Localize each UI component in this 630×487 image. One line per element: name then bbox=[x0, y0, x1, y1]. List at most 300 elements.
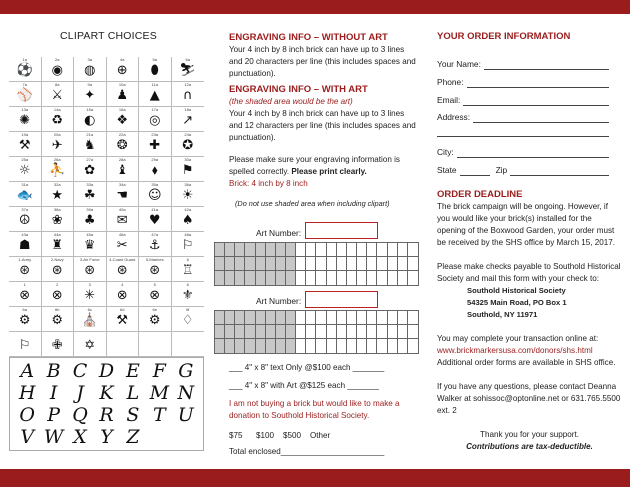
email-line[interactable] bbox=[463, 97, 609, 106]
brick-char-cell[interactable] bbox=[337, 311, 347, 325]
brick-char-cell[interactable] bbox=[215, 311, 225, 325]
alphabet-letter[interactable]: J bbox=[76, 382, 84, 404]
brick-char-cell[interactable] bbox=[347, 271, 357, 285]
clipart-cell[interactable] bbox=[139, 307, 172, 332]
brick-layout-grid-1[interactable] bbox=[214, 242, 419, 286]
clipart-cell[interactable] bbox=[74, 132, 107, 157]
address-line-org: Southold Historical Society bbox=[467, 286, 566, 295]
brick-char-cell[interactable] bbox=[306, 257, 316, 271]
clipart-cell[interactable] bbox=[107, 82, 140, 107]
clipart-icon: ☚ bbox=[116, 188, 129, 203]
clipart-number: 5-Marines bbox=[145, 257, 164, 262]
brick-char-cell[interactable] bbox=[215, 325, 225, 339]
brick-char-cell[interactable] bbox=[306, 243, 316, 257]
clipart-number: 44a bbox=[53, 232, 61, 237]
brick-char-cell[interactable] bbox=[256, 271, 266, 285]
brick-char-cell[interactable] bbox=[296, 325, 306, 339]
brick-char-cell[interactable] bbox=[388, 243, 398, 257]
brick-char-cell[interactable] bbox=[388, 311, 398, 325]
brick-char-cell[interactable] bbox=[235, 243, 245, 257]
clipart-cell[interactable] bbox=[107, 182, 140, 207]
online-url-link[interactable]: www.brickmarkersusa.com/donors/shs.html bbox=[437, 346, 593, 355]
clipart-icon: ⚓ bbox=[148, 238, 161, 253]
clipart-number: 16a bbox=[118, 107, 126, 112]
clipart-icon: ◍ bbox=[84, 63, 96, 78]
clipart-cell[interactable] bbox=[42, 57, 75, 82]
clipart-icon: ⚙ bbox=[148, 313, 161, 328]
brick-char-cell[interactable] bbox=[357, 311, 367, 325]
clipart-cell[interactable] bbox=[74, 157, 107, 182]
brick-char-cell[interactable] bbox=[286, 243, 296, 257]
clipart-cell[interactable] bbox=[74, 257, 107, 282]
clipart-cell[interactable] bbox=[139, 182, 172, 207]
clipart-cell[interactable] bbox=[74, 107, 107, 132]
brick-char-cell[interactable] bbox=[296, 243, 306, 257]
brick-char-cell[interactable] bbox=[256, 325, 266, 339]
brick-char-cell[interactable] bbox=[266, 325, 276, 339]
alphabet-letter[interactable]: C bbox=[72, 360, 88, 382]
clipart-icon: ♜ bbox=[51, 238, 64, 253]
alphabet-letter[interactable]: S bbox=[126, 404, 140, 426]
clipart-icon: ⬧ bbox=[151, 163, 158, 178]
brick-char-cell[interactable] bbox=[327, 311, 337, 325]
alphabet-letter[interactable]: B bbox=[46, 360, 61, 382]
clipart-cell[interactable] bbox=[172, 107, 205, 132]
brick-char-cell[interactable] bbox=[408, 325, 418, 339]
clipart-cell[interactable] bbox=[139, 232, 172, 257]
clipart-cell[interactable] bbox=[9, 57, 42, 82]
clipart-cell[interactable] bbox=[139, 132, 172, 157]
brick-char-cell[interactable] bbox=[256, 257, 266, 271]
clipart-cell[interactable] bbox=[42, 82, 75, 107]
alphabet-letter[interactable]: F bbox=[152, 360, 166, 382]
brick-char-cell[interactable] bbox=[306, 311, 316, 325]
clipart-cell[interactable] bbox=[139, 157, 172, 182]
clipart-number: 37a bbox=[21, 207, 29, 212]
brick-char-cell[interactable] bbox=[296, 311, 306, 325]
alphabet-letter[interactable]: V bbox=[20, 426, 35, 448]
state-zip-field[interactable] bbox=[437, 164, 609, 176]
brick-char-cell[interactable] bbox=[357, 271, 367, 285]
brick-layout-grid-2[interactable] bbox=[214, 310, 419, 354]
clipart-number: 39a bbox=[86, 207, 94, 212]
clipart-cell[interactable] bbox=[74, 332, 107, 357]
clipart-cell[interactable] bbox=[139, 82, 172, 107]
brick-char-cell[interactable] bbox=[245, 257, 255, 271]
brick-char-cell[interactable] bbox=[388, 339, 398, 353]
brick-char-cell[interactable] bbox=[408, 271, 418, 285]
brick-char-cell[interactable] bbox=[276, 325, 286, 339]
brick-char-cell[interactable] bbox=[316, 339, 326, 353]
clipart-icon: ⚐ bbox=[18, 338, 31, 353]
alphabet-letter[interactable]: X bbox=[73, 426, 87, 448]
clipart-cell[interactable] bbox=[139, 332, 172, 357]
clipart-number: 27a bbox=[86, 157, 94, 162]
brick-char-cell[interactable] bbox=[296, 339, 306, 353]
brick-char-cell[interactable] bbox=[316, 243, 326, 257]
brick-char-cell[interactable] bbox=[408, 257, 418, 271]
brick-char-cell[interactable] bbox=[367, 311, 377, 325]
brick-char-cell[interactable] bbox=[316, 257, 326, 271]
brick-char-cell[interactable] bbox=[225, 257, 235, 271]
alphabet-letter[interactable]: O bbox=[19, 404, 35, 426]
clipart-icon: ★ bbox=[51, 188, 64, 203]
clipart-number: 33a bbox=[86, 182, 94, 187]
brick-char-cell[interactable] bbox=[337, 325, 347, 339]
brick-char-cell[interactable] bbox=[316, 325, 326, 339]
brick-char-cell[interactable] bbox=[266, 339, 276, 353]
brick-char-cell[interactable] bbox=[337, 257, 347, 271]
total-enclosed[interactable]: Total enclosed_______________________ bbox=[229, 447, 385, 456]
clipart-number: 6a bbox=[185, 57, 190, 62]
brick-char-cell[interactable] bbox=[377, 257, 387, 271]
brick-char-cell[interactable] bbox=[245, 325, 255, 339]
art-number-field-2[interactable] bbox=[305, 291, 378, 308]
phone-field[interactable] bbox=[437, 76, 609, 88]
name-line[interactable] bbox=[484, 61, 609, 70]
brick-char-cell[interactable] bbox=[377, 325, 387, 339]
clipart-cell[interactable] bbox=[172, 207, 205, 232]
clipart-cell[interactable] bbox=[107, 132, 140, 157]
brick-char-cell[interactable] bbox=[256, 243, 266, 257]
brick-char-cell[interactable] bbox=[398, 311, 408, 325]
clipart-cell[interactable] bbox=[107, 57, 140, 82]
address-line[interactable] bbox=[473, 114, 609, 123]
clipart-cell[interactable] bbox=[139, 57, 172, 82]
bottom-banner-bar bbox=[0, 469, 630, 487]
name-field[interactable] bbox=[437, 58, 609, 70]
brick-char-cell[interactable] bbox=[367, 257, 377, 271]
brick-char-cell[interactable] bbox=[327, 243, 337, 257]
alphabet-letter[interactable]: U bbox=[177, 404, 194, 426]
clipart-icon: ☗ bbox=[18, 238, 31, 253]
brick-char-cell[interactable] bbox=[398, 339, 408, 353]
clipart-icon: ♞ bbox=[83, 138, 96, 153]
brick-char-cell[interactable] bbox=[276, 339, 286, 353]
brick-char-cell[interactable] bbox=[357, 325, 367, 339]
brick-char-cell[interactable] bbox=[347, 311, 357, 325]
clipart-cell[interactable] bbox=[172, 307, 205, 332]
alphabet-letter[interactable]: I bbox=[49, 382, 58, 404]
clipart-icon: ✦ bbox=[84, 88, 96, 103]
clipart-cell[interactable] bbox=[42, 132, 75, 157]
clipart-title: CLIPART CHOICES bbox=[60, 30, 157, 42]
brick-char-cell[interactable] bbox=[327, 257, 337, 271]
brick-char-cell[interactable] bbox=[286, 271, 296, 285]
brick-char-cell[interactable] bbox=[256, 339, 266, 353]
clipart-cell[interactable] bbox=[172, 132, 205, 157]
clipart-number: 19a bbox=[21, 132, 29, 137]
brick-char-cell[interactable] bbox=[276, 271, 286, 285]
clipart-number: 8a bbox=[55, 82, 60, 87]
clipart-icon: ☼ bbox=[18, 163, 31, 178]
brick-char-cell[interactable] bbox=[215, 339, 225, 353]
clipart-icon: ◉ bbox=[51, 63, 63, 78]
brick-char-cell[interactable] bbox=[225, 271, 235, 285]
clipart-icon: ⚾ bbox=[16, 88, 33, 103]
brick-char-cell[interactable] bbox=[327, 339, 337, 353]
spelling-note bbox=[229, 154, 419, 178]
clipart-cell[interactable] bbox=[172, 257, 205, 282]
alphabet-letter[interactable]: P bbox=[47, 404, 61, 426]
alphabet-letter[interactable]: R bbox=[99, 404, 114, 426]
clipart-number: 30a bbox=[184, 157, 192, 162]
clipart-cell[interactable] bbox=[107, 282, 140, 307]
clipart-icon: ⚔ bbox=[51, 88, 64, 103]
brick-char-cell[interactable] bbox=[306, 325, 316, 339]
brick-char-cell[interactable] bbox=[235, 325, 245, 339]
option-text-only[interactable]: ___ 4" x 8" text Only @$100 each _______ bbox=[229, 363, 385, 372]
alphabet-letter[interactable]: L bbox=[126, 382, 140, 404]
brick-char-cell[interactable] bbox=[408, 311, 418, 325]
brick-char-cell[interactable] bbox=[266, 257, 276, 271]
brick-char-cell[interactable] bbox=[337, 339, 347, 353]
clipart-cell[interactable] bbox=[42, 107, 75, 132]
brick-char-cell[interactable] bbox=[377, 271, 387, 285]
clipart-cell[interactable] bbox=[74, 232, 107, 257]
clipart-cell[interactable] bbox=[42, 282, 75, 307]
brick-char-cell[interactable] bbox=[235, 339, 245, 353]
brick-char-cell[interactable] bbox=[266, 271, 276, 285]
clipart-number: 34a bbox=[118, 182, 126, 187]
brick-char-cell[interactable] bbox=[286, 257, 296, 271]
questions-text: If you have any questions, please contact Deanna Walker at sohissoc@optonline.net or 631.765.5500 ext. 2 bbox=[437, 382, 621, 415]
clipart-icon: ♻ bbox=[51, 113, 64, 128]
clipart-icon: ✳ bbox=[84, 288, 96, 303]
art-number-field-1[interactable] bbox=[305, 222, 378, 239]
clipart-cell[interactable] bbox=[139, 107, 172, 132]
clipart-icon: ⚒ bbox=[116, 313, 129, 328]
brick-char-cell[interactable] bbox=[327, 325, 337, 339]
clipart-cell[interactable] bbox=[9, 107, 42, 132]
brick-char-cell[interactable] bbox=[367, 243, 377, 257]
brick-char-cell[interactable] bbox=[408, 243, 418, 257]
donation-amounts[interactable]: $75 $100 $500 Other bbox=[229, 431, 331, 440]
clipart-cell[interactable] bbox=[9, 132, 42, 157]
clipart-number: 36a bbox=[184, 182, 192, 187]
clipart-cell[interactable] bbox=[74, 307, 107, 332]
state-line[interactable] bbox=[460, 167, 490, 176]
brick-char-cell[interactable] bbox=[408, 339, 418, 353]
clipart-cell[interactable] bbox=[172, 57, 205, 82]
address-field[interactable] bbox=[437, 111, 609, 123]
brick-char-cell[interactable] bbox=[398, 243, 408, 257]
brick-char-cell[interactable] bbox=[357, 257, 367, 271]
clipart-icon: ⊗ bbox=[116, 288, 128, 303]
clipart-cell[interactable] bbox=[42, 182, 75, 207]
brick-char-cell[interactable] bbox=[245, 271, 255, 285]
clipart-cell[interactable] bbox=[107, 157, 140, 182]
clipart-cell[interactable] bbox=[107, 232, 140, 257]
brick-char-cell[interactable] bbox=[296, 271, 306, 285]
brick-char-cell[interactable] bbox=[388, 271, 398, 285]
alphabet-letter[interactable]: Q bbox=[72, 404, 88, 426]
alphabet-letter[interactable]: T bbox=[153, 404, 166, 426]
brick-char-cell[interactable] bbox=[225, 243, 235, 257]
clipart-cell[interactable] bbox=[9, 307, 42, 332]
clipart-cell[interactable] bbox=[42, 257, 75, 282]
clipart-icon: ⚙ bbox=[51, 313, 64, 328]
brick-char-cell[interactable] bbox=[377, 339, 387, 353]
clipart-cell[interactable] bbox=[9, 207, 42, 232]
brick-char-cell[interactable] bbox=[388, 325, 398, 339]
phone-line[interactable] bbox=[467, 79, 609, 88]
clipart-cell[interactable] bbox=[42, 232, 75, 257]
clipart-cell[interactable] bbox=[9, 257, 42, 282]
alphabet-letter[interactable]: H bbox=[18, 382, 36, 404]
brick-char-cell[interactable] bbox=[286, 325, 296, 339]
brick-char-cell[interactable] bbox=[367, 271, 377, 285]
clipart-cell[interactable] bbox=[107, 107, 140, 132]
address-line-2[interactable] bbox=[437, 128, 609, 137]
clipart-cell[interactable] bbox=[9, 157, 42, 182]
address-line-street: 54325 Main Road, PO Box 1 bbox=[467, 298, 567, 307]
brick-char-cell[interactable] bbox=[276, 257, 286, 271]
zip-line[interactable] bbox=[510, 167, 609, 176]
clipart-cell[interactable] bbox=[107, 207, 140, 232]
brick-char-cell[interactable] bbox=[347, 339, 357, 353]
alphabet-letter[interactable]: A bbox=[20, 360, 35, 382]
clipart-cell[interactable] bbox=[172, 182, 205, 207]
clipart-cell[interactable] bbox=[74, 207, 107, 232]
clipart-cell[interactable] bbox=[74, 82, 107, 107]
clipart-cell[interactable] bbox=[42, 332, 75, 357]
brick-char-cell[interactable] bbox=[347, 325, 357, 339]
brick-char-cell[interactable] bbox=[276, 243, 286, 257]
brick-char-cell[interactable] bbox=[266, 311, 276, 325]
brick-char-cell[interactable] bbox=[215, 257, 225, 271]
alphabet-letter[interactable]: Y bbox=[100, 426, 113, 448]
clipart-cell[interactable] bbox=[172, 82, 205, 107]
brick-char-cell[interactable] bbox=[286, 339, 296, 353]
brick-char-cell[interactable] bbox=[316, 311, 326, 325]
clipart-cell[interactable] bbox=[42, 307, 75, 332]
online-text: You may complete your transaction online at: bbox=[437, 334, 599, 343]
clipart-number: 6c bbox=[87, 307, 92, 312]
spelling-text: Please make sure your engraving information is spelled correctly. bbox=[229, 155, 400, 176]
email-field[interactable] bbox=[437, 94, 609, 106]
brick-char-cell[interactable] bbox=[347, 243, 357, 257]
clipart-number: 28a bbox=[118, 157, 126, 162]
clipart-number: 6f bbox=[186, 307, 190, 312]
clipart-cell[interactable] bbox=[172, 282, 205, 307]
brick-char-cell[interactable] bbox=[316, 271, 326, 285]
art-number-label-2: Art Number: bbox=[256, 296, 302, 306]
clipart-cell[interactable] bbox=[9, 232, 42, 257]
brick-char-cell[interactable] bbox=[398, 257, 408, 271]
address-line-2-rule[interactable] bbox=[437, 128, 609, 137]
alphabet-letter[interactable]: W bbox=[43, 426, 64, 448]
brick-char-cell[interactable] bbox=[245, 243, 255, 257]
brick-char-cell[interactable] bbox=[225, 339, 235, 353]
clipart-cell[interactable] bbox=[9, 282, 42, 307]
clipart-cell[interactable] bbox=[42, 207, 75, 232]
brick-char-cell[interactable] bbox=[327, 271, 337, 285]
clipart-cell[interactable] bbox=[9, 82, 42, 107]
clipart-number: 32a bbox=[53, 182, 61, 187]
brick-char-cell[interactable] bbox=[215, 271, 225, 285]
alphabet-letter[interactable]: E bbox=[125, 360, 140, 382]
clipart-cell[interactable] bbox=[107, 257, 140, 282]
clipart-cell[interactable] bbox=[107, 332, 140, 357]
brick-char-cell[interactable] bbox=[337, 271, 347, 285]
brick-char-cell[interactable] bbox=[347, 257, 357, 271]
brick-char-cell[interactable] bbox=[225, 325, 235, 339]
clipart-number: 23a bbox=[151, 132, 159, 137]
city-field[interactable] bbox=[437, 146, 609, 158]
clipart-cell[interactable] bbox=[139, 257, 172, 282]
clipart-number: 6e bbox=[152, 307, 157, 312]
brick-char-cell[interactable] bbox=[245, 339, 255, 353]
alphabet-letter[interactable]: N bbox=[177, 382, 195, 404]
clipart-cell[interactable] bbox=[9, 332, 42, 357]
brick-char-cell[interactable] bbox=[276, 311, 286, 325]
brick-char-cell[interactable] bbox=[235, 271, 245, 285]
alphabet-letter[interactable]: K bbox=[99, 382, 114, 404]
clipart-cell[interactable] bbox=[107, 307, 140, 332]
email-label: Email: bbox=[437, 95, 461, 105]
alphabet-letter[interactable]: Z bbox=[126, 426, 140, 448]
clipart-cell[interactable] bbox=[74, 57, 107, 82]
brick-char-cell[interactable] bbox=[377, 243, 387, 257]
brick-char-cell[interactable] bbox=[256, 311, 266, 325]
clipart-cell[interactable] bbox=[74, 282, 107, 307]
brick-char-cell[interactable] bbox=[245, 311, 255, 325]
brick-char-cell[interactable] bbox=[286, 311, 296, 325]
brick-char-cell[interactable] bbox=[266, 243, 276, 257]
brick-char-cell[interactable] bbox=[225, 311, 235, 325]
name-label: Your Name: bbox=[437, 59, 481, 69]
alphabet-letter[interactable]: M bbox=[149, 382, 170, 404]
clipart-cell[interactable] bbox=[74, 182, 107, 207]
brick-char-cell[interactable] bbox=[377, 311, 387, 325]
clipart-cell[interactable] bbox=[139, 282, 172, 307]
option-with-art[interactable]: ___ 4" x 8" with Art @$125 each _______ bbox=[229, 381, 379, 390]
clipart-icon: ⛷ bbox=[179, 63, 196, 78]
top-banner-bar bbox=[0, 0, 630, 14]
tax-deductible-text: Contributions are tax-deductible. bbox=[466, 442, 593, 451]
clipart-number: 43a bbox=[21, 232, 29, 237]
brick-char-cell[interactable] bbox=[235, 311, 245, 325]
brick-char-cell[interactable] bbox=[357, 243, 367, 257]
brick-char-cell[interactable] bbox=[398, 271, 408, 285]
brick-char-cell[interactable] bbox=[306, 271, 316, 285]
brick-char-cell[interactable] bbox=[398, 325, 408, 339]
clipart-cell[interactable] bbox=[172, 332, 205, 357]
clipart-number: 18a bbox=[184, 107, 192, 112]
brick-char-cell[interactable] bbox=[306, 339, 316, 353]
clipart-number: 2-Navy bbox=[50, 257, 64, 262]
alphabet-letter[interactable]: D bbox=[98, 360, 115, 382]
clipart-cell[interactable] bbox=[139, 207, 172, 232]
brick-char-cell[interactable] bbox=[235, 257, 245, 271]
clipart-number: 3a bbox=[87, 57, 92, 62]
brick-char-cell[interactable] bbox=[296, 257, 306, 271]
brick-char-cell[interactable] bbox=[388, 257, 398, 271]
brick-char-cell[interactable] bbox=[357, 339, 367, 353]
brick-char-cell[interactable] bbox=[337, 243, 347, 257]
clipart-cell[interactable] bbox=[172, 232, 205, 257]
clipart-cell[interactable] bbox=[172, 157, 205, 182]
clipart-cell[interactable] bbox=[9, 182, 42, 207]
clipart-cell[interactable] bbox=[42, 157, 75, 182]
brick-char-cell[interactable] bbox=[215, 243, 225, 257]
city-line[interactable] bbox=[457, 149, 609, 158]
alphabet-letter[interactable]: G bbox=[178, 360, 194, 382]
clipart-number: 48a bbox=[184, 232, 192, 237]
brick-char-cell[interactable] bbox=[367, 325, 377, 339]
brick-char-cell[interactable] bbox=[367, 339, 377, 353]
